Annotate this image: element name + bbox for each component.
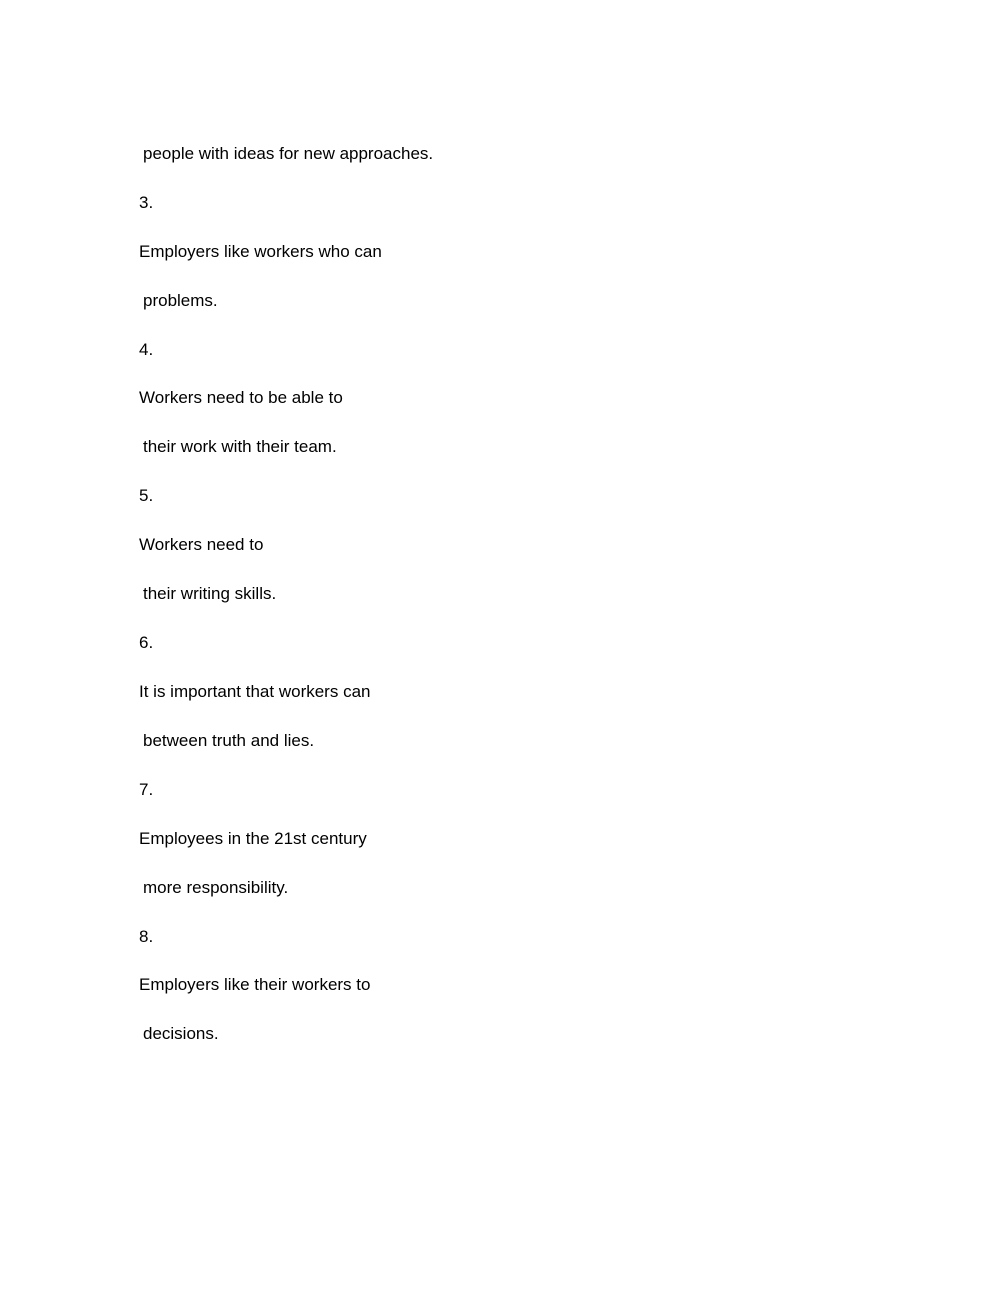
- question-number-5: 5.: [139, 486, 154, 505]
- question-8-continuation: decisions.: [143, 1024, 219, 1043]
- question-8-stem: Employers like their workers to: [139, 975, 371, 994]
- question-3-continuation: problems.: [143, 291, 218, 310]
- question-3-stem: Employers like workers who can: [139, 242, 382, 261]
- question-7-continuation: more responsibility.: [143, 878, 289, 897]
- question-7-stem: Employees in the 21st century: [139, 829, 367, 848]
- question-5-stem: Workers need to: [139, 535, 264, 554]
- question-number-7: 7.: [139, 780, 154, 799]
- question-4-continuation: their work with their team.: [143, 437, 337, 456]
- question-5-continuation: their writing skills.: [143, 584, 277, 603]
- question-number-3: 3.: [139, 193, 154, 212]
- question-6-stem: It is important that workers can: [139, 682, 371, 701]
- question-number-4: 4.: [139, 340, 154, 359]
- sentence-continuation: people with ideas for new approaches.: [143, 144, 434, 163]
- question-6-continuation: between truth and lies.: [143, 731, 315, 750]
- question-4-stem: Workers need to be able to: [139, 388, 343, 407]
- question-number-6: 6.: [139, 633, 154, 652]
- question-number-8: 8.: [139, 927, 154, 946]
